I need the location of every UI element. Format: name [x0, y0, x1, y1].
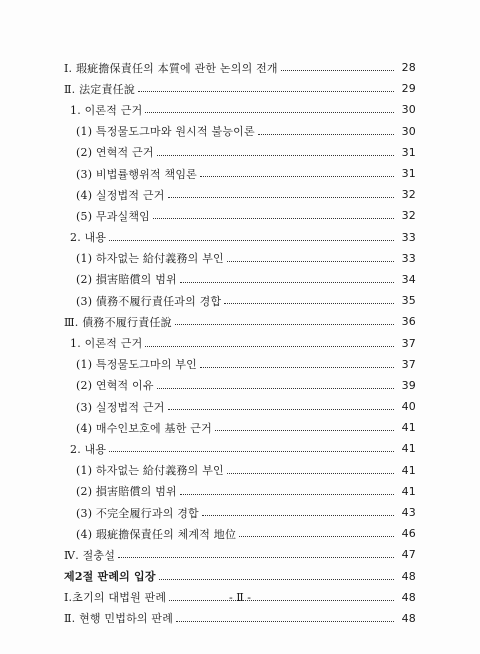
toc-entry-title: (1) 특정물도그마와 원시적 불능이론 [76, 125, 255, 139]
dot-leader [176, 620, 394, 622]
toc-entry [70, 227, 416, 248]
toc-entry-title: 제2절 판례의 입장 [64, 570, 156, 584]
dot-leader [227, 260, 394, 262]
toc-entry-title: (1) 특정물도그마의 부인 [76, 358, 198, 372]
dot-leader [168, 196, 394, 198]
toc-entry-page-number: 37 [401, 336, 416, 350]
toc-entry [70, 332, 416, 353]
toc-chapter-heading [64, 566, 416, 587]
toc-entry [76, 523, 416, 544]
dot-leader [157, 387, 394, 389]
toc-entry [64, 57, 416, 78]
toc-entry-title: 2. 내용 [70, 231, 107, 245]
toc-entry-page-number: 37 [401, 357, 416, 371]
toc-entry-page-number: 33 [401, 251, 416, 265]
toc-entry [70, 99, 416, 120]
toc-entry [76, 290, 416, 311]
toc-entry [76, 121, 416, 142]
toc-entry [76, 502, 416, 523]
toc-entry-title: 2. 내용 [70, 442, 107, 456]
toc-entry-title: (4) 매수인보호에 基한 근거 [76, 421, 212, 435]
toc-entry [76, 481, 416, 502]
dot-leader [200, 366, 394, 368]
toc-entry-title: (2) 損害賠償의 범위 [76, 273, 177, 287]
dot-leader [202, 514, 394, 516]
dot-leader [227, 472, 394, 474]
toc-entry-title: (3) 비법률행위적 책임론 [76, 167, 198, 181]
toc-entry-title: Ⅱ. 현행 민법하의 판례 [64, 612, 174, 626]
toc-entry-page-number: 41 [401, 463, 416, 477]
dot-leader [138, 90, 394, 92]
toc-entry-page-number: 29 [401, 82, 416, 96]
toc-entry-page-number: 47 [401, 548, 416, 562]
toc-entry-title: (2) 損害賠償의 범위 [76, 485, 177, 499]
dot-leader [159, 578, 394, 580]
toc-entry-title: Ⅲ. 債務不履行責任說 [64, 315, 172, 329]
toc-entry-title: (1) 하자없는 給付義務의 부인 [76, 252, 224, 266]
toc-entry-page-number: 46 [401, 527, 416, 541]
toc-entry-page-number: 32 [401, 209, 416, 223]
toc-entry [76, 184, 416, 205]
toc-entry [76, 417, 416, 438]
toc-entry [76, 375, 416, 396]
toc-entry-title: (2) 연혁적 근거 [76, 146, 154, 160]
toc-entry-page-number: 32 [401, 188, 416, 202]
toc-entry [76, 396, 416, 417]
dot-leader [200, 175, 394, 177]
dot-leader [153, 217, 394, 219]
toc-entry-title: (3) 不完全履行과의 경합 [76, 506, 199, 520]
toc-entry-page-number: 48 [401, 569, 416, 583]
toc-entry [76, 205, 416, 226]
toc-entry [76, 163, 416, 184]
toc-entry-title: (4) 瑕疵擔保責任의 체계적 地位 [76, 527, 237, 541]
toc-entry-page-number: 34 [401, 272, 416, 286]
dot-leader [180, 281, 394, 283]
table-of-contents [0, 57, 480, 629]
toc-entry [64, 78, 416, 99]
toc-entry [76, 354, 416, 375]
toc-entry-title: (2) 연혁적 이유 [76, 379, 154, 393]
toc-entry-page-number: 48 [401, 611, 416, 625]
page-number-footer: - Ⅱ - [229, 591, 251, 604]
toc-entry-page-number: 33 [401, 230, 416, 244]
dot-leader [168, 408, 394, 410]
toc-entry [70, 438, 416, 459]
toc-entry-page-number: 41 [401, 484, 416, 498]
toc-entry [64, 544, 416, 565]
toc-entry-page-number: 48 [401, 590, 416, 604]
toc-entry [64, 608, 416, 629]
toc-entry [76, 142, 416, 163]
toc-entry-page-number: 28 [401, 61, 416, 75]
toc-entry-page-number: 43 [401, 506, 416, 520]
toc-entry-title: (5) 무과실책임 [76, 209, 151, 223]
toc-entry-title: (3) 실정법적 근거 [76, 400, 165, 414]
toc-entry-page-number: 41 [401, 442, 416, 456]
toc-entry [76, 269, 416, 290]
dot-leader [157, 154, 394, 156]
toc-entry [76, 460, 416, 481]
toc-entry-title: (4) 실정법적 근거 [76, 188, 165, 202]
dot-leader [180, 493, 394, 495]
toc-entry-page-number: 31 [401, 167, 416, 181]
dot-leader [258, 133, 394, 135]
toc-entry-page-number: 41 [401, 421, 416, 435]
toc-entry-title: Ⅱ. 法定責任說 [64, 82, 136, 96]
toc-entry-page-number: 36 [401, 315, 416, 329]
toc-entry-page-number: 40 [401, 400, 416, 414]
toc-entry-page-number: 30 [401, 103, 416, 117]
toc-entry-title: Ⅳ. 절충설 [64, 548, 116, 562]
dot-leader [145, 111, 394, 113]
dot-leader [109, 239, 394, 241]
dot-leader [239, 535, 394, 537]
toc-entry-title: 1. 이론적 근거 [70, 103, 143, 117]
dot-leader [145, 345, 394, 347]
toc-entry-page-number: 30 [401, 124, 416, 138]
toc-entry-title: (3) 債務不履行責任과의 경합 [76, 294, 222, 308]
dot-leader [109, 450, 394, 452]
dot-leader [215, 429, 394, 431]
toc-entry-title: (1) 하자없는 給付義務의 부인 [76, 464, 224, 478]
dot-leader [175, 323, 394, 325]
dot-leader [224, 302, 394, 304]
toc-entry [76, 248, 416, 269]
toc-entry [64, 311, 416, 332]
toc-entry-page-number: 31 [401, 145, 416, 159]
toc-entry-page-number: 39 [401, 378, 416, 392]
toc-entry-page-number: 35 [401, 294, 416, 308]
toc-entry-title: Ⅰ.초기의 대법원 판례 [64, 591, 167, 605]
dot-leader [281, 69, 394, 71]
dot-leader [118, 556, 394, 558]
toc-entry-title: 1. 이론적 근거 [70, 337, 143, 351]
toc-entry-title: Ⅰ. 瑕疵擔保責任의 本質에 관한 논의의 전개 [64, 61, 278, 75]
